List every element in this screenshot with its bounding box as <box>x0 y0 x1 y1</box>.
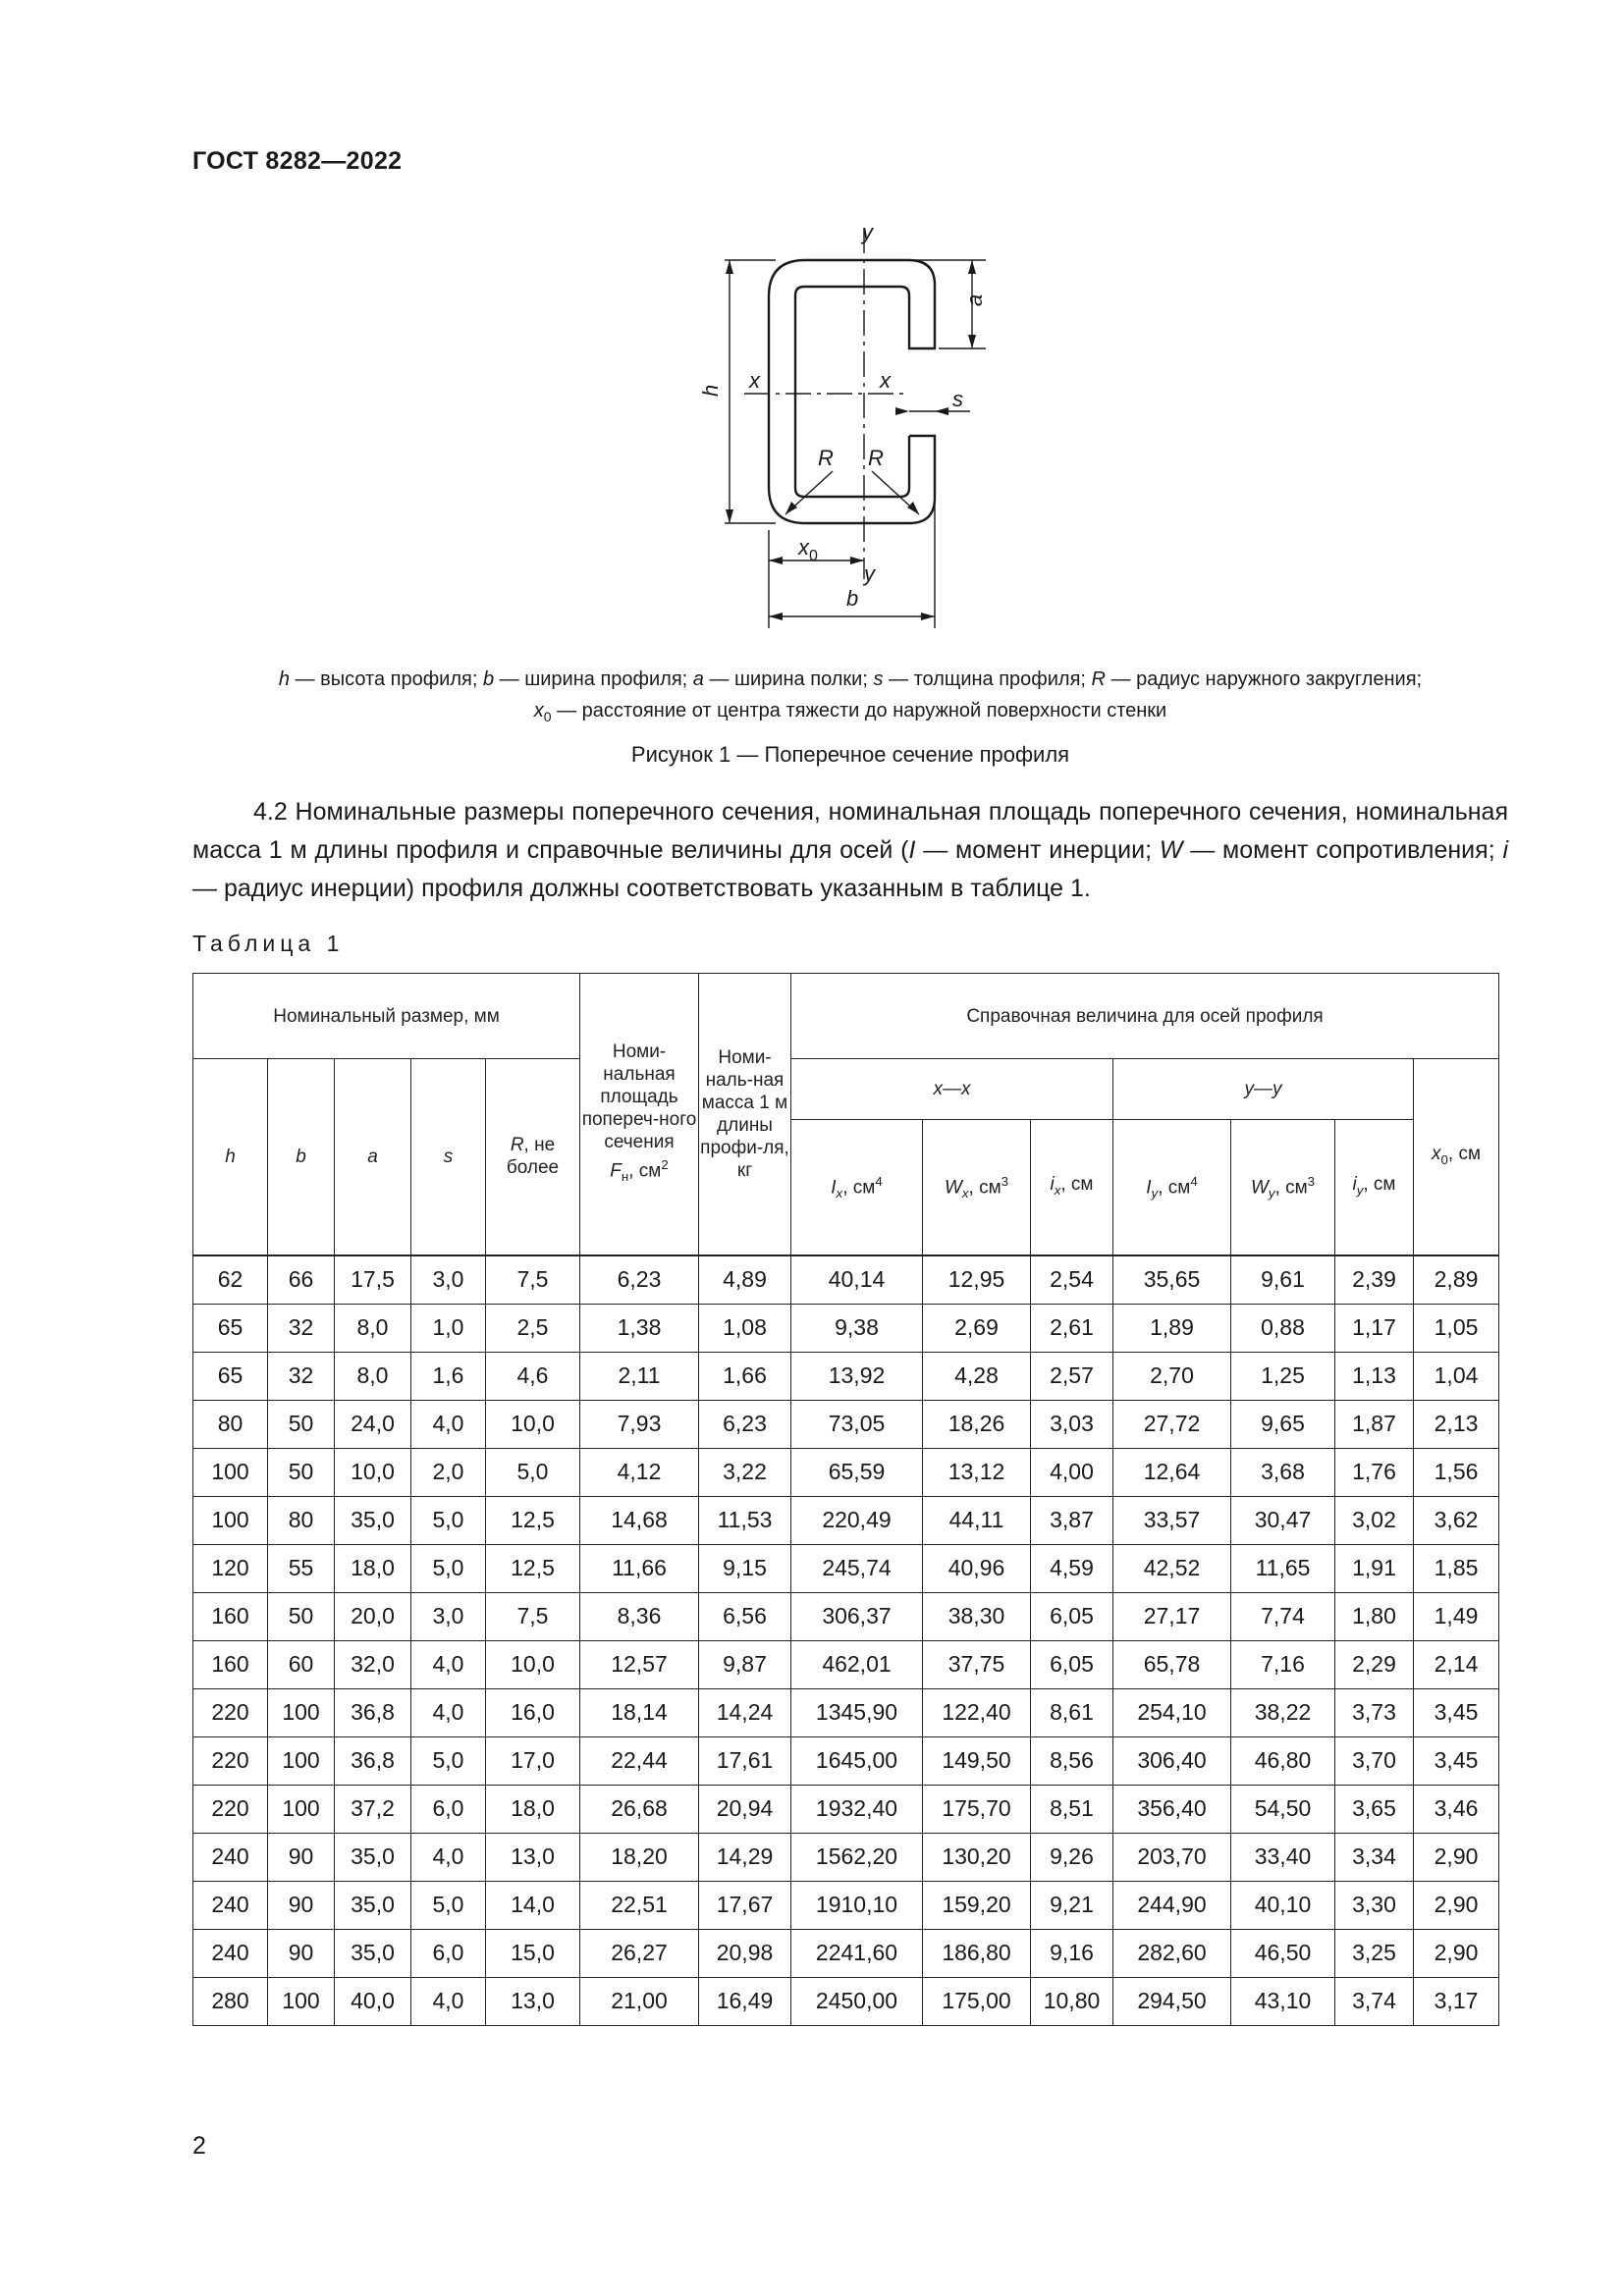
r-left-label: R <box>818 446 834 470</box>
table-cell: 90 <box>268 1929 335 1977</box>
table-cell: 1,89 <box>1113 1304 1231 1352</box>
header-x0: $x_0$, см <box>1414 1059 1499 1255</box>
table-cell: 38,22 <box>1231 1688 1335 1736</box>
table-cell: 6,05 <box>1031 1592 1113 1640</box>
table-cell: 46,80 <box>1231 1736 1335 1785</box>
table-cell: 3,17 <box>1414 1977 1499 2025</box>
table-cell: 13,0 <box>486 1833 580 1881</box>
table-cell: 7,16 <box>1231 1640 1335 1688</box>
table-cell: 10,0 <box>486 1640 580 1688</box>
table-cell: 8,36 <box>580 1592 699 1640</box>
table-cell: 4,0 <box>411 1688 486 1736</box>
table-cell: 220,49 <box>791 1496 923 1544</box>
table-cell: 4,6 <box>486 1352 580 1400</box>
table-cell: 6,05 <box>1031 1640 1113 1688</box>
table-cell: 6,0 <box>411 1929 486 1977</box>
table-cell: 2450,00 <box>791 1977 923 2025</box>
table-cell: 5,0 <box>411 1496 486 1544</box>
table-cell: 306,37 <box>791 1592 923 1640</box>
table-cell: 159,20 <box>923 1881 1031 1929</box>
table-cell: 60 <box>268 1640 335 1688</box>
table-cell: 4,00 <box>1031 1448 1113 1496</box>
table-cell: 1,56 <box>1414 1448 1499 1496</box>
table-cell: 35,0 <box>335 1496 411 1544</box>
table-cell: 40,10 <box>1231 1881 1335 1929</box>
table-cell: 4,0 <box>411 1833 486 1881</box>
table-cell: 294,50 <box>1113 1977 1231 2025</box>
table-cell: 35,0 <box>335 1929 411 1977</box>
table-cell: 6,56 <box>699 1592 791 1640</box>
table-cell: 22,44 <box>580 1736 699 1785</box>
header-area: Номи-нальная площадь попереч-ного сечения $F_н$, $см^2$ <box>580 974 699 1255</box>
table-cell: 3,74 <box>1335 1977 1414 2025</box>
table-cell: 1,17 <box>1335 1304 1414 1352</box>
table-cell: 1562,20 <box>791 1833 923 1881</box>
table-cell: 33,57 <box>1113 1496 1231 1544</box>
table-cell: 100 <box>193 1448 268 1496</box>
table-cell: 10,0 <box>335 1448 411 1496</box>
table-cell: 32 <box>268 1304 335 1352</box>
table-cell: 2,39 <box>1335 1255 1414 1305</box>
table-cell: 11,65 <box>1231 1544 1335 1592</box>
table-cell: 1,91 <box>1335 1544 1414 1592</box>
table-cell: 1,25 <box>1231 1352 1335 1400</box>
table-cell: 100 <box>268 1688 335 1736</box>
profile-cross-section-figure <box>687 214 987 636</box>
table-row <box>193 1977 1499 2025</box>
table-row <box>193 1496 1499 1544</box>
table-cell: 220 <box>193 1736 268 1785</box>
table-cell: 12,64 <box>1113 1448 1231 1496</box>
table-cell: 4,12 <box>580 1448 699 1496</box>
table-cell: 2,69 <box>923 1304 1031 1352</box>
table-cell: 35,65 <box>1113 1255 1231 1305</box>
document-header: ГОСТ 8282—2022 <box>192 147 403 175</box>
table-cell: 2,89 <box>1414 1255 1499 1305</box>
table-cell: 40,14 <box>791 1255 923 1305</box>
table-cell: 14,68 <box>580 1496 699 1544</box>
table-cell: 220 <box>193 1688 268 1736</box>
table-cell: 40,96 <box>923 1544 1031 1592</box>
table-cell: 54,50 <box>1231 1785 1335 1833</box>
table-cell: 21,00 <box>580 1977 699 2025</box>
table-cell: 22,51 <box>580 1881 699 1929</box>
table-cell: 12,5 <box>486 1544 580 1592</box>
table-cell: 12,57 <box>580 1640 699 1688</box>
table-cell: 90 <box>268 1833 335 1881</box>
table-cell: 9,15 <box>699 1544 791 1592</box>
b-dimension-label: b <box>846 586 859 611</box>
table-cell: 46,50 <box>1231 1929 1335 1977</box>
table-cell: 2,90 <box>1414 1881 1499 1929</box>
table-cell: 10,0 <box>486 1400 580 1448</box>
table-cell: 1,08 <box>699 1304 791 1352</box>
profile-data-table <box>192 973 1499 2026</box>
y-axis-top-label: y <box>862 220 873 244</box>
table-cell: 244,90 <box>1113 1881 1231 1929</box>
table-cell: 90 <box>268 1881 335 1929</box>
header-a: a <box>335 1059 411 1255</box>
table-cell: 13,12 <box>923 1448 1031 1496</box>
table-cell: 9,61 <box>1231 1255 1335 1305</box>
table-cell: 3,68 <box>1231 1448 1335 1496</box>
table-cell: 3,45 <box>1414 1688 1499 1736</box>
table-cell: 35,0 <box>335 1881 411 1929</box>
page-number: 2 <box>192 2132 206 2160</box>
table-cell: 18,0 <box>335 1544 411 1592</box>
table-cell: 6,23 <box>699 1400 791 1448</box>
x-axis-left-label: x <box>749 368 760 393</box>
table-cell: 2,54 <box>1031 1255 1113 1305</box>
table-cell: 2,5 <box>486 1304 580 1352</box>
table-body <box>193 1255 1499 2026</box>
table-cell: 8,56 <box>1031 1736 1113 1785</box>
table-cell: 1,80 <box>1335 1592 1414 1640</box>
table-cell: 11,53 <box>699 1496 791 1544</box>
table-cell: 3,65 <box>1335 1785 1414 1833</box>
table-cell: 120 <box>193 1544 268 1592</box>
table-cell: 0,88 <box>1231 1304 1335 1352</box>
table-cell: 14,29 <box>699 1833 791 1881</box>
table-cell: 3,34 <box>1335 1833 1414 1881</box>
table-row <box>193 1255 1499 1305</box>
table-cell: 15,0 <box>486 1929 580 1977</box>
table-cell: 1,76 <box>1335 1448 1414 1496</box>
table-cell: 65 <box>193 1352 268 1400</box>
table-cell: 55 <box>268 1544 335 1592</box>
table-row <box>193 1640 1499 1688</box>
table-cell: 20,0 <box>335 1592 411 1640</box>
table-cell: 17,5 <box>335 1255 411 1305</box>
table-cell: 220 <box>193 1785 268 1833</box>
table-cell: 8,0 <box>335 1304 411 1352</box>
table-cell: 1345,90 <box>791 1688 923 1736</box>
table-cell: 3,25 <box>1335 1929 1414 1977</box>
table-row <box>193 1688 1499 1736</box>
table-cell: 8,61 <box>1031 1688 1113 1736</box>
table-cell: 6,0 <box>411 1785 486 1833</box>
table-cell: 30,47 <box>1231 1496 1335 1544</box>
table-row <box>193 1304 1499 1352</box>
table-cell: 245,74 <box>791 1544 923 1592</box>
table-row <box>193 1592 1499 1640</box>
table-cell: 5,0 <box>411 1881 486 1929</box>
table-cell: 1,13 <box>1335 1352 1414 1400</box>
s-dimension-label: s <box>952 387 963 411</box>
table-cell: 27,17 <box>1113 1592 1231 1640</box>
table-cell: 42,52 <box>1113 1544 1231 1592</box>
table-cell: 203,70 <box>1113 1833 1231 1881</box>
table-cell: 282,60 <box>1113 1929 1231 1977</box>
table-cell: 33,40 <box>1231 1833 1335 1881</box>
table-label: Таблица 1 <box>192 931 345 956</box>
table-cell: 186,80 <box>923 1929 1031 1977</box>
table-cell: 462,01 <box>791 1640 923 1688</box>
h-dimension-label: h <box>698 384 723 397</box>
table-cell: 65,78 <box>1113 1640 1231 1688</box>
table-cell: 44,11 <box>923 1496 1031 1544</box>
table-cell: 50 <box>268 1448 335 1496</box>
table-cell: 2,29 <box>1335 1640 1414 1688</box>
table-row <box>193 1785 1499 1833</box>
table-cell: 2241,60 <box>791 1929 923 1977</box>
table-cell: 1,04 <box>1414 1352 1499 1400</box>
table-cell: 280 <box>193 1977 268 2025</box>
table-cell: 5,0 <box>486 1448 580 1496</box>
table-cell: 4,89 <box>699 1255 791 1305</box>
header-mass: Номи-наль-ная масса 1 м длины профи-ля, кг <box>699 974 791 1255</box>
table-cell: 16,49 <box>699 1977 791 2025</box>
y-axis-bottom-label: y <box>864 561 875 586</box>
table-cell: 18,14 <box>580 1688 699 1736</box>
table-cell: 3,02 <box>1335 1496 1414 1544</box>
header-s: s <box>411 1059 486 1255</box>
table-cell: 38,30 <box>923 1592 1031 1640</box>
header-ry: $i_y$, см <box>1335 1120 1414 1255</box>
table-cell: 122,40 <box>923 1688 1031 1736</box>
table-cell: 14,0 <box>486 1881 580 1929</box>
table-cell: 2,0 <box>411 1448 486 1496</box>
table-cell: 80 <box>193 1400 268 1448</box>
table-cell: 36,8 <box>335 1688 411 1736</box>
table-cell: 2,11 <box>580 1352 699 1400</box>
table-cell: 9,16 <box>1031 1929 1113 1977</box>
header-wx: $W_x$, $см^3$ <box>923 1120 1031 1255</box>
table-cell: 3,45 <box>1414 1736 1499 1785</box>
header-r: R, не более <box>486 1059 580 1255</box>
table-cell: 7,5 <box>486 1255 580 1305</box>
table-cell: 1,6 <box>411 1352 486 1400</box>
table-cell: 2,13 <box>1414 1400 1499 1448</box>
table-cell: 16,0 <box>486 1688 580 1736</box>
table-cell: 3,0 <box>411 1592 486 1640</box>
table-row <box>193 1833 1499 1881</box>
table-cell: 8,51 <box>1031 1785 1113 1833</box>
table-cell: 26,27 <box>580 1929 699 1977</box>
table-cell: 13,0 <box>486 1977 580 2025</box>
header-nominal-size: Номинальный размер, мм <box>193 974 580 1059</box>
table-cell: 6,23 <box>580 1255 699 1305</box>
table-cell: 149,50 <box>923 1736 1031 1785</box>
table-cell: 3,87 <box>1031 1496 1113 1544</box>
table-cell: 17,67 <box>699 1881 791 1929</box>
table-cell: 240 <box>193 1881 268 1929</box>
table-cell: 9,65 <box>1231 1400 1335 1448</box>
table-cell: 175,00 <box>923 1977 1031 2025</box>
table-row <box>193 1881 1499 1929</box>
table-cell: 1910,10 <box>791 1881 923 1929</box>
table-cell: 175,70 <box>923 1785 1031 1833</box>
table-cell: 4,0 <box>411 1640 486 1688</box>
table-cell: 2,14 <box>1414 1640 1499 1688</box>
table-cell: 2,90 <box>1414 1929 1499 1977</box>
table-cell: 66 <box>268 1255 335 1305</box>
table-cell: 1,05 <box>1414 1304 1499 1352</box>
table-cell: 5,0 <box>411 1736 486 1785</box>
table-cell: 100 <box>268 1785 335 1833</box>
table-cell: 306,40 <box>1113 1736 1231 1785</box>
table-cell: 12,95 <box>923 1255 1031 1305</box>
table-row <box>193 1929 1499 1977</box>
header-wy: $W_y$, $см^3$ <box>1231 1120 1335 1255</box>
header-reference: Справочная величина для осей профиля <box>791 974 1499 1059</box>
table-cell: 160 <box>193 1640 268 1688</box>
table-cell: 9,21 <box>1031 1881 1113 1929</box>
table-cell: 7,5 <box>486 1592 580 1640</box>
table-cell: 37,75 <box>923 1640 1031 1688</box>
table-cell: 73,05 <box>791 1400 923 1448</box>
table-row <box>193 1400 1499 1448</box>
figure-legend: h — высота профиля; b — ширина профиля; a — ширина полки; s — толщина профиля; R — радиус наружного закругления; $x_0$ — расстояние от центра тяжести до наружной поверхности стенки <box>278 668 1423 724</box>
table-cell: 7,74 <box>1231 1592 1335 1640</box>
table-cell: 18,0 <box>486 1785 580 1833</box>
table-cell: 130,20 <box>923 1833 1031 1881</box>
table-cell: 43,10 <box>1231 1977 1335 2025</box>
figure-caption: Рисунок 1 — Поперечное сечение профиля <box>630 742 1070 767</box>
table-cell: 100 <box>268 1736 335 1785</box>
table-cell: 3,46 <box>1414 1785 1499 1833</box>
table-cell: 100 <box>268 1977 335 2025</box>
table-cell: 17,61 <box>699 1736 791 1785</box>
header-b: b <box>268 1059 335 1255</box>
header-rx: $i_x$, см <box>1031 1120 1113 1255</box>
table-cell: 7,93 <box>580 1400 699 1448</box>
table-cell: 4,28 <box>923 1352 1031 1400</box>
table-cell: 80 <box>268 1496 335 1544</box>
table-cell: 26,68 <box>580 1785 699 1833</box>
table-cell: 1,49 <box>1414 1592 1499 1640</box>
header-iy: $I_y$, $см^4$ <box>1113 1120 1231 1255</box>
a-dimension-label: a <box>962 294 987 306</box>
table-cell: 2,61 <box>1031 1304 1113 1352</box>
table-cell: 356,40 <box>1113 1785 1231 1833</box>
table-cell: 1932,40 <box>791 1785 923 1833</box>
table-cell: 1,87 <box>1335 1400 1414 1448</box>
header-h: h <box>193 1059 268 1255</box>
table-cell: 1645,00 <box>791 1736 923 1785</box>
table-cell: 20,98 <box>699 1929 791 1977</box>
table-cell: 12,5 <box>486 1496 580 1544</box>
table-cell: 4,0 <box>411 1977 486 2025</box>
table-row <box>193 1736 1499 1785</box>
table-cell: 18,20 <box>580 1833 699 1881</box>
table-cell: 240 <box>193 1833 268 1881</box>
table-cell: 1,66 <box>699 1352 791 1400</box>
table-row <box>193 1352 1499 1400</box>
table-cell: 8,0 <box>335 1352 411 1400</box>
table-cell: 9,87 <box>699 1640 791 1688</box>
table-cell: 11,66 <box>580 1544 699 1592</box>
table-row <box>193 1448 1499 1496</box>
table-cell: 254,10 <box>1113 1688 1231 1736</box>
table-cell: 3,22 <box>699 1448 791 1496</box>
x-axis-right-label: x <box>880 368 891 393</box>
table-cell: 50 <box>268 1592 335 1640</box>
table-cell: 1,0 <box>411 1304 486 1352</box>
header-ix: $I_x$, $см^4$ <box>791 1120 923 1255</box>
table-cell: 35,0 <box>335 1833 411 1881</box>
paragraph-4-2: 4.2 Номинальные размеры поперечного сечения, номинальная площадь поперечного сечения, номинальная масса 1 м длины профиля и справочные величины для осей (I — момент инерции; W — момент сопротивления; i — радиус инерции) профиля должны соответствовать указанным в таблице 1. <box>192 798 1508 902</box>
table-cell: 18,26 <box>923 1400 1031 1448</box>
table-cell: 3,30 <box>1335 1881 1414 1929</box>
table-cell: 3,03 <box>1031 1400 1113 1448</box>
table-cell: 17,0 <box>486 1736 580 1785</box>
table-cell: 4,59 <box>1031 1544 1113 1592</box>
table-cell: 5,0 <box>411 1544 486 1592</box>
table-cell: 36,8 <box>335 1736 411 1785</box>
table-cell: 32 <box>268 1352 335 1400</box>
table-cell: 24,0 <box>335 1400 411 1448</box>
table-cell: 37,2 <box>335 1785 411 1833</box>
table-cell: 2,70 <box>1113 1352 1231 1400</box>
x0-dimension-label: $x_0$ <box>798 535 818 564</box>
table-cell: 3,62 <box>1414 1496 1499 1544</box>
table-row <box>193 1544 1499 1592</box>
table-cell: 13,92 <box>791 1352 923 1400</box>
header-yy-axis: y—y <box>1113 1059 1414 1120</box>
header-xx-axis: x—x <box>791 1059 1113 1120</box>
table-cell: 3,0 <box>411 1255 486 1305</box>
table-cell: 65 <box>193 1304 268 1352</box>
table-cell: 160 <box>193 1592 268 1640</box>
table-cell: 240 <box>193 1929 268 1977</box>
table-cell: 2,57 <box>1031 1352 1113 1400</box>
table-cell: 1,38 <box>580 1304 699 1352</box>
table-cell: 14,24 <box>699 1688 791 1736</box>
table-cell: 4,0 <box>411 1400 486 1448</box>
table-cell: 32,0 <box>335 1640 411 1688</box>
table-cell: 27,72 <box>1113 1400 1231 1448</box>
table-cell: 3,70 <box>1335 1736 1414 1785</box>
table-cell: 9,26 <box>1031 1833 1113 1881</box>
table-cell: 2,90 <box>1414 1833 1499 1881</box>
table-cell: 10,80 <box>1031 1977 1113 2025</box>
table-cell: 65,59 <box>791 1448 923 1496</box>
table-cell: 3,73 <box>1335 1688 1414 1736</box>
table-cell: 100 <box>193 1496 268 1544</box>
table-cell: 1,85 <box>1414 1544 1499 1592</box>
table-cell: 20,94 <box>699 1785 791 1833</box>
r-right-label: R <box>868 446 884 470</box>
table-cell: 40,0 <box>335 1977 411 2025</box>
table-cell: 9,38 <box>791 1304 923 1352</box>
table-cell: 50 <box>268 1400 335 1448</box>
table-cell: 62 <box>193 1255 268 1305</box>
